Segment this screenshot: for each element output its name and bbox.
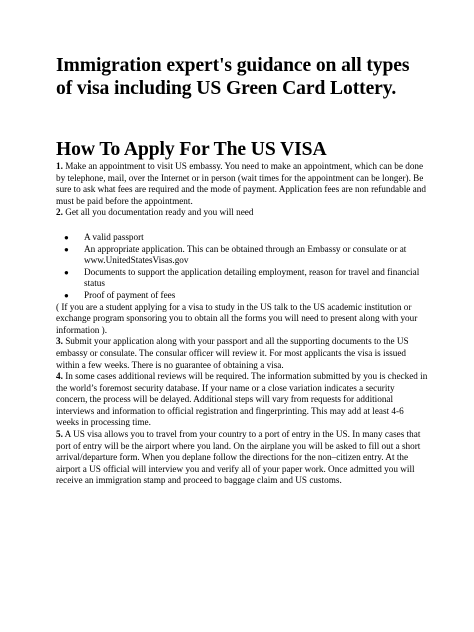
step-1-number: 1. — [56, 161, 63, 171]
step-4-text: In some cases additional reviews will be required. The information submitted by you is checked in the world’s foremost security database. If your name or a close variation indicates a security concern, the process will be delayed. Additional steps will vary from requests for additional interviews and information to official registration and fingerprinting. This may add at least 4-6 weeks in processing time. — [56, 371, 428, 428]
list-item-text: Documents to support the application detailing employment, reason for travel and financial status — [84, 266, 420, 289]
step-3-number: 3. — [56, 336, 63, 347]
step-5-text: A US visa allows you to travel from your country to a port of entry in the US. In many cases that port of entry will be the airport where you land. On the airplane you will be asked to fill out a short arrival/departure form. When you deplane follow the directions for the non–citizen entry. At the airport a US official will interview you and verify all of your paper work. Once admitted you will receive an immigration stamp and proceed to baggage claim and US customs. — [56, 429, 421, 486]
list-item — [56, 232, 428, 244]
list-item-text: An appropriate application. This can be obtained through an Embassy or consulate or at www.UnitedStatesVisas.gov — [84, 243, 407, 266]
bullet-icon: ● — [64, 244, 69, 254]
step-2-text: Get all you documentation ready and you will need — [62, 207, 254, 218]
step-3-text: Submit your application along with your passport and all the supporting documents to the US embassy or consulate. The consular officer will review it. For most applicants the visa is issued within a few weeks. There is no guarantee of obtaining a visa. — [56, 336, 409, 370]
bullet-icon: ● — [64, 290, 69, 300]
step-1-paragraph — [56, 161, 428, 207]
list-item — [56, 244, 428, 267]
step-2-paragraph — [56, 207, 428, 219]
document-title: Immigration expert's guidance on all types of visa including US Green Card Lottery. — [56, 55, 410, 99]
list-item — [56, 290, 428, 302]
section-heading: How To Apply For The US VISA — [56, 139, 327, 160]
bullet-icon: ● — [64, 232, 69, 242]
step-4-paragraph — [56, 371, 428, 429]
bullet-icon: ● — [64, 267, 69, 277]
step-4-number: 4. — [56, 371, 63, 382]
list-item-text: Proof of payment of fees — [84, 289, 176, 300]
list-item — [56, 267, 428, 290]
step-2-number: 2. — [56, 207, 63, 218]
step-5-number: 5. — [56, 429, 63, 440]
list-item-text: A valid passport — [84, 231, 144, 242]
step-3-paragraph — [56, 336, 428, 371]
document-content — [56, 54, 428, 487]
step-1-text: Make an appointment to visit US embassy. You need to make an appointment, which can be done by telephone, mail, over the Internet or in person (wait times for the appointment can be longer). Be sure to ask what fees are required and the mode of payment. Application fees are non refundable and must be paid before the appointment. — [56, 161, 426, 206]
step-5-paragraph — [56, 429, 428, 487]
requirements-list — [56, 232, 428, 302]
student-note: ( If you are a student applying for a visa to study in the US talk to the US academic institution or exchange program sponsoring you to obtain all the forms you will need to present along with your information ). — [56, 301, 418, 335]
requirements-list-wrapper — [56, 232, 428, 302]
